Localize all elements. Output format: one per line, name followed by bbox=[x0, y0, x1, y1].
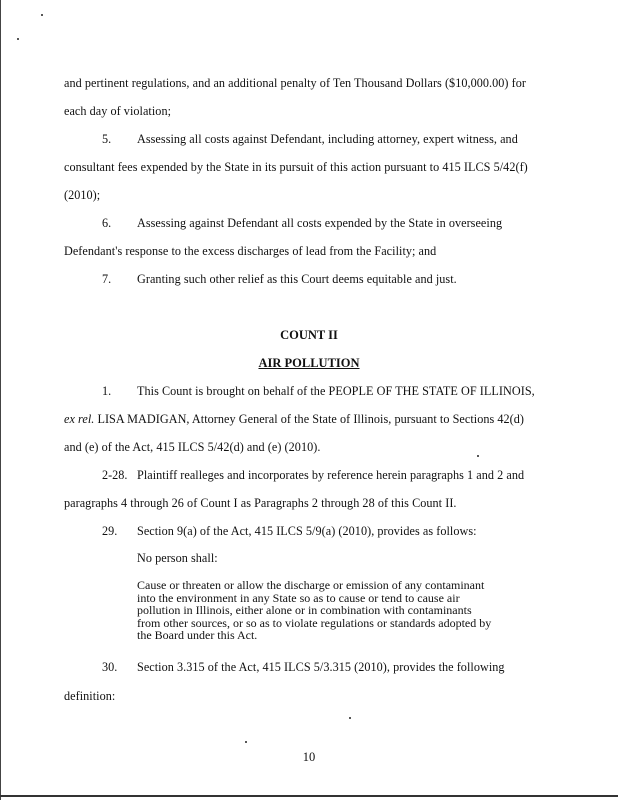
count-heading: COUNT II bbox=[280, 328, 338, 342]
page-left-edge bbox=[0, 0, 1, 800]
scan-speck bbox=[245, 741, 247, 743]
paragraph-30-line-2: definition: bbox=[64, 689, 116, 703]
quote-line: into the environment in any State so as to cause or tend to cause air bbox=[137, 590, 460, 605]
paragraph-1-line-2-rest: LISA MADIGAN, Attorney General of the State of Illinois, pursuant to Sections 42(d) bbox=[94, 412, 525, 426]
count-subheading bbox=[0, 356, 618, 371]
paragraph-number: 30. bbox=[102, 660, 118, 674]
item-number: 6. bbox=[102, 216, 112, 230]
paragraph-1-line-2 bbox=[64, 412, 524, 427]
paragraph-2-28-line-2: paragraphs 4 through 26 of Count I as Paragraphs 2 through 28 of this Count II. bbox=[64, 496, 457, 510]
item-5-line-3: (2010); bbox=[64, 188, 101, 202]
item-number: 7. bbox=[102, 272, 112, 286]
scan-bottom-edge bbox=[0, 795, 618, 797]
ex-rel-italic: ex rel. bbox=[64, 412, 95, 426]
quote-line: Cause or threaten or allow the discharge or emission of any contaminant bbox=[137, 578, 485, 592]
scan-speck bbox=[17, 38, 19, 40]
paragraph-2-28-line-1: Plaintiff realleges and incorporates by reference herein paragraphs 1 and 2 and bbox=[137, 468, 525, 482]
item-7-line-1: Granting such other relief as this Court deems equitable and just. bbox=[137, 272, 457, 286]
item-6-line-1: Assessing against Defendant all costs expended by the State in overseeing bbox=[137, 216, 503, 230]
paragraph-number: 1. bbox=[102, 384, 112, 398]
quote-line: from other sources, or so as to violate regulations or standards adopted by bbox=[137, 615, 492, 630]
quote-line: pollution in Illinois, either alone or in combination with contaminants bbox=[137, 603, 472, 618]
quote-line: the Board under this Act. bbox=[137, 628, 258, 643]
paragraph-number: 2-28. bbox=[102, 468, 128, 482]
page-number: 10 bbox=[302, 750, 316, 764]
carryover-line-2: each day of violation; bbox=[64, 104, 172, 118]
item-5-line-2: consultant fees expended by the State in its pursuit of this action pursuant to 415 ILCS 5/42(f) bbox=[64, 160, 528, 174]
paragraph-1-line-3: and (e) of the Act, 415 ILCS 5/42(d) and (e) (2010). bbox=[64, 440, 321, 454]
scan-speck bbox=[41, 14, 43, 16]
quote-block bbox=[137, 579, 505, 642]
scan-speck bbox=[477, 455, 479, 457]
count-subheading-text: AIR POLLUTION bbox=[258, 356, 360, 370]
scan-speck bbox=[349, 717, 351, 719]
quote-intro: No person shall: bbox=[137, 551, 218, 565]
paragraph-30-line-1: Section 3.315 of the Act, 415 ILCS 5/3.315 (2010), provides the following bbox=[137, 660, 505, 674]
item-5-line-1: Assessing all costs against Defendant, including attorney, expert witness, and bbox=[137, 132, 518, 146]
paragraph-1-line-1: This Count is brought on behalf of the PEOPLE OF THE STATE OF ILLINOIS, bbox=[137, 384, 535, 398]
carryover-line-1: and pertinent regulations, and an additional penalty of Ten Thousand Dollars ($10,000.00) for bbox=[64, 76, 526, 90]
item-6-line-2: Defendant's response to the excess discharges of lead from the Facility; and bbox=[64, 244, 437, 258]
item-number: 5. bbox=[102, 132, 112, 146]
paragraph-number: 29. bbox=[102, 524, 118, 538]
paragraph-29-line-1: Section 9(a) of the Act, 415 ILCS 5/9(a) (2010), provides as follows: bbox=[137, 524, 477, 538]
